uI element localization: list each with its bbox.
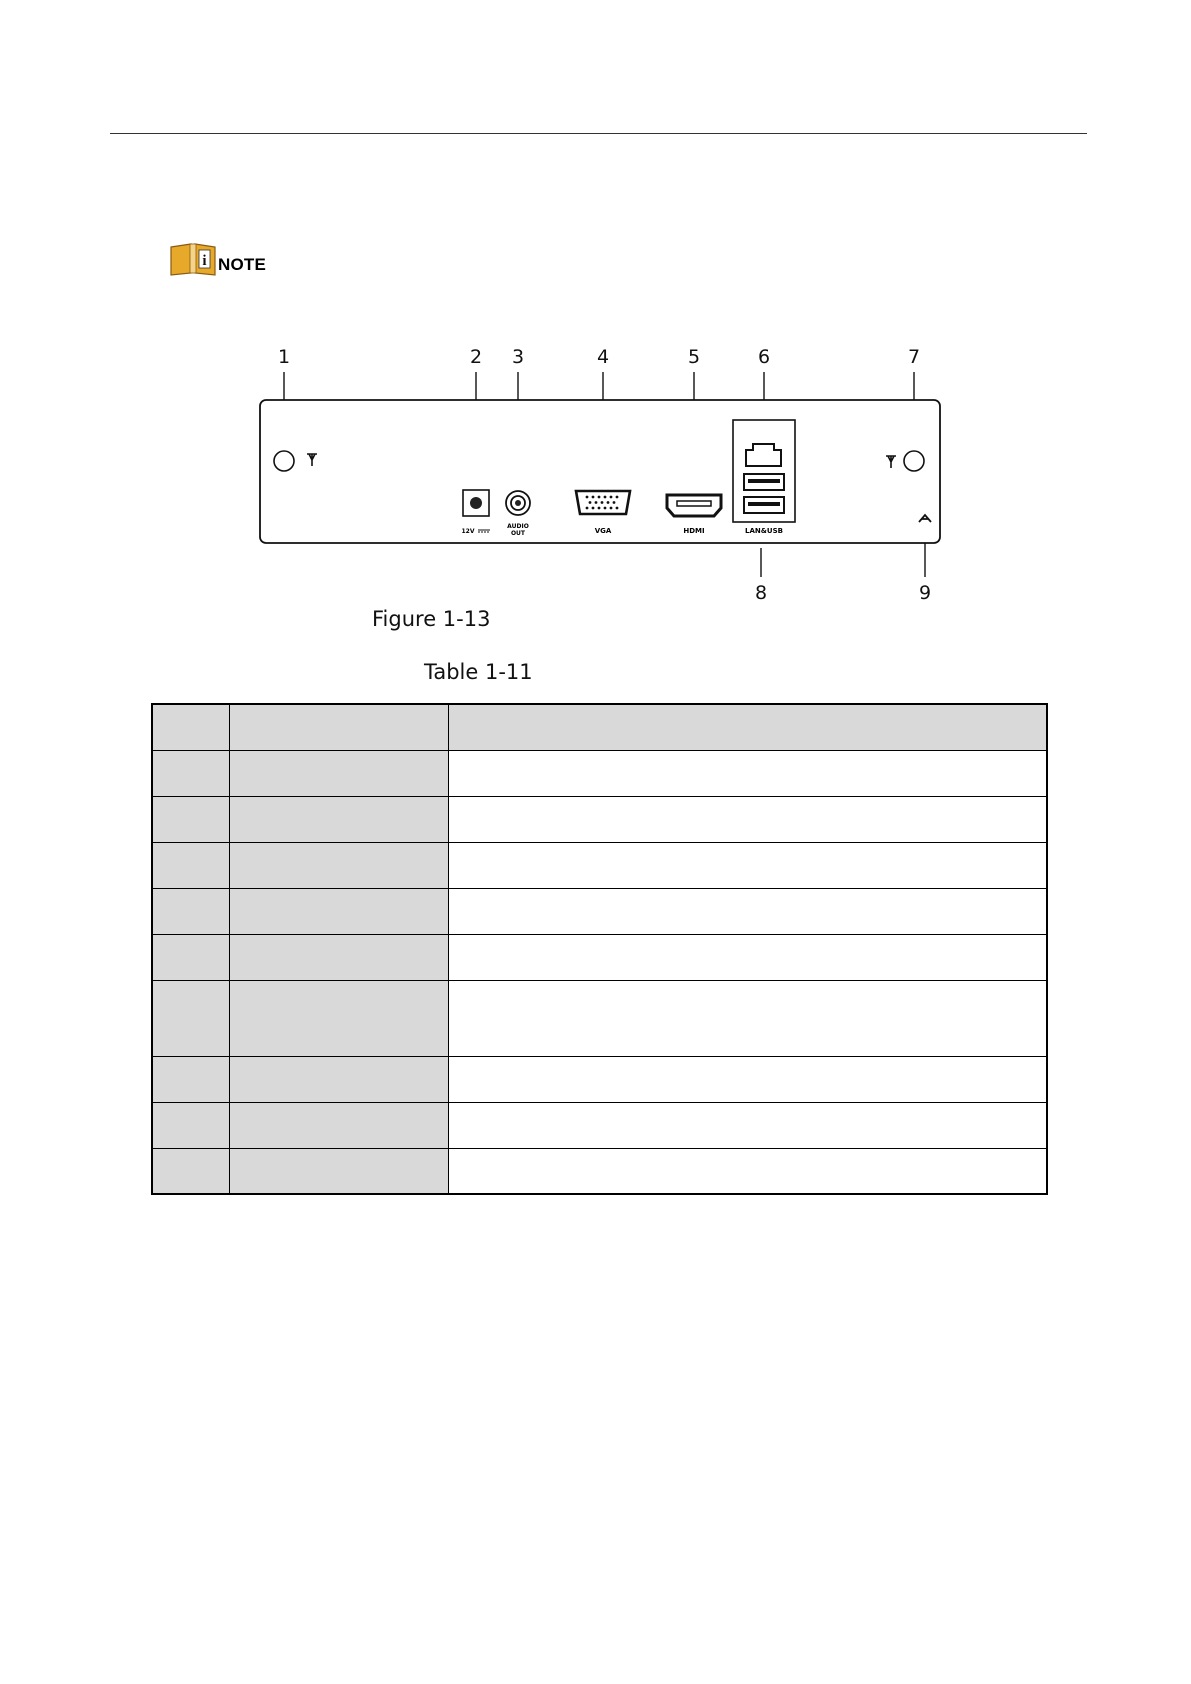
antenna-right-icon [904,451,924,471]
note-callout [169,242,266,276]
table-row [152,888,1047,934]
usb-port-bottom-icon [744,497,784,513]
cell-no [152,750,230,796]
cell-desc [449,842,1048,888]
label-hdmi: HDMI [683,527,705,535]
cell-desc [449,750,1048,796]
cell-no [152,1102,230,1148]
cell-desc [449,980,1048,1056]
cell-no [152,1148,230,1194]
svg-text:i: i [202,253,207,269]
cell-name [230,980,449,1056]
rear-panel-figure [240,340,960,610]
callout-2: 2 [469,346,483,368]
table-row [152,1102,1047,1148]
label-out: OUT [510,530,526,537]
vga-port-icon [576,491,630,514]
cell-name [230,934,449,980]
cell-desc [449,1148,1048,1194]
figure-caption: Figure 1-13 [372,607,491,631]
cell-desc [449,796,1048,842]
table-row [152,1056,1047,1102]
ports-table [151,703,1048,1195]
cell-no [152,1056,230,1102]
table-caption: Table 1-11 [424,660,533,684]
cell-name [230,888,449,934]
hdmi-port-icon [667,495,721,516]
cell-no [152,888,230,934]
antenna-left-icon [274,451,294,471]
callout-3: 3 [511,346,525,368]
table-row [152,796,1047,842]
callout-5: 5 [687,346,701,368]
callout-1: 1 [277,346,291,368]
cell-desc [449,934,1048,980]
chassis-outline [260,400,940,543]
header-cell-no [152,704,230,750]
label-12v: 12V [461,528,475,535]
usb-port-top-icon [744,474,784,490]
table-header-row [152,704,1047,750]
label-audio: AUDIO [507,523,529,530]
cell-name [230,1102,449,1148]
cell-no [152,796,230,842]
table-row [152,842,1047,888]
cell-name [230,1056,449,1102]
callout-7: 7 [907,346,921,368]
info-book-icon [169,242,217,276]
header-cell-desc [449,704,1048,750]
cell-desc [449,888,1048,934]
table-row [152,1148,1047,1194]
cell-name [230,1148,449,1194]
cell-no [152,842,230,888]
header-rule [110,133,1087,134]
cell-name [230,842,449,888]
label-vga: VGA [594,527,612,535]
table-row [152,934,1047,980]
callout-4: 4 [596,346,610,368]
header-cell-name [230,704,449,750]
table-row [152,750,1047,796]
cell-name [230,796,449,842]
note-label: NOTE [218,255,267,274]
callout-6: 6 [757,346,771,368]
cell-no [152,980,230,1056]
label-lan-usb: LAN&USB [745,527,783,535]
cell-name [230,750,449,796]
table-row [152,980,1047,1056]
callout-9: 9 [918,582,932,604]
cell-desc [449,1102,1048,1148]
cell-no [152,934,230,980]
cell-desc [449,1056,1048,1102]
callout-8: 8 [754,582,768,604]
